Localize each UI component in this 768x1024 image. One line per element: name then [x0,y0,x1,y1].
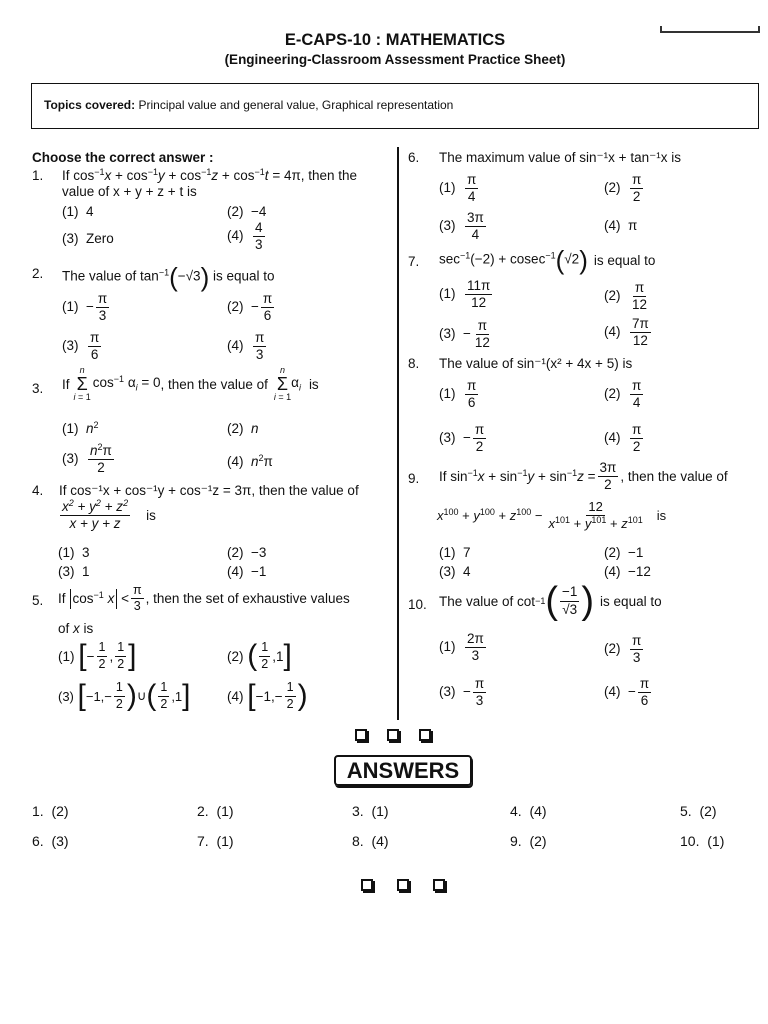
question-8: 8. [408,356,420,371]
q8-option-2[interactable]: (2) $\frac{\pi}{4}$ [604,378,642,411]
q7-option-3[interactable]: (3) − $\frac{\pi}{12}$ [439,318,490,351]
q6-option-1[interactable]: (1) $\frac{\pi}{4}$ [439,172,477,205]
q2-option-1[interactable]: (1) − $\frac{\pi}{3}$ [62,291,108,324]
question-number: 1. [32,168,44,183]
question-1-stem-line2: value of x + y + z + t is [62,184,197,199]
answer-2: 2. (1) [197,803,234,819]
q4-option-1[interactable]: (1) 3 [58,545,90,560]
divider-square-icon [355,729,367,741]
q7-option-2[interactable]: (2) $\frac{\pi}{12}$ [604,280,648,313]
q1-option-3[interactable]: (3) Zero [62,231,114,246]
q10-option-4[interactable]: (4) − $\frac{\pi}{6}$ [604,676,650,709]
column-divider [397,147,399,720]
q3-option-4[interactable]: (4) $n^2\pi$ [227,453,273,469]
q8-option-1[interactable]: (1) $\frac{\pi}{6}$ [439,378,477,411]
q5-option-2[interactable]: (2) ( $\frac{1}{2}$ ,1 ] [227,639,292,672]
q4-option-3[interactable]: (3) 1 [58,564,90,579]
question-10: 10. [408,597,427,612]
answer-3: 3. (1) [352,803,389,819]
question-10-stem: The value of cot −1 ( $\frac{-1}{√3}$ ) is equal to [439,580,662,622]
divider-square-icon [387,729,399,741]
question-7: 7. [408,254,420,269]
question-2: 2. [32,266,44,281]
answer-10: 10. (1) [680,833,725,849]
topics-label: Topics covered: [44,98,136,112]
q4-option-2[interactable]: (2) −3 [227,545,267,560]
question-5-stem: If $\cos^{-1} x$ < $\frac{\pi}{3}$ , then the set of exhaustive values [58,583,350,614]
question-9-stem: If $\sin^{-1}x + \sin^{-1}y + \sin^{-1}z$ = $\frac{3\pi}{2}$ , then the value of [439,460,728,493]
q10-option-1[interactable]: (1) $\frac{2\pi}{3}$ [439,631,484,664]
q3-option-3[interactable]: (3) $\frac{n^2\pi}{2}$ [62,442,112,476]
page-subtitle: (Engineering-Classroom Assessment Practice Sheet) [224,52,566,67]
q5-option-3[interactable]: (3) [ −1,− $\frac{1}{2}$ ) ∪ ( $\frac{1}{2}$ ,1 ] [58,679,191,712]
q8-option-4[interactable]: (4) $\frac{\pi}{2}$ [604,422,642,455]
q6-option-3[interactable]: (3) $\frac{3\pi}{4}$ [439,210,484,243]
answer-7: 7. (1) [197,833,234,849]
question-9-expression: $x^{100} + y^{100} + z^{100}$ − $\frac{12}{x^{101} + y^{101} + z^{101}}$ is [437,499,667,531]
topics-text: Principal value and general value, Graphical representation [138,98,454,112]
q6-option-2[interactable]: (2) $\frac{\pi}{2}$ [604,172,642,205]
divider-square-icon [397,879,409,891]
q5-option-1[interactable]: (1) [ − $\frac{1}{2}$ , $\frac{1}{2}$ ] [58,639,137,672]
question-3-stem: If n Σ i = 1 $\cos^{-1} \alpha_i = 0$ , then the value of n Σ i = 1 $\alpha_i$ is [62,365,319,402]
question-4-stem: If cos⁻¹x + cos⁻¹y + cos⁻¹z = 3π, then the value of [59,483,359,498]
topics-box [31,83,759,129]
q1-option-4[interactable]: (4) $\frac{4}{3}$ [227,220,263,253]
question-4: 4. [32,483,44,498]
question-1-stem: If $\cos^{-1}x + \cos^{-1}y + \cos^{-1}z + \cos^{-1}t = 4\pi$, then the [62,167,358,183]
divider-square-icon [433,879,445,891]
question-5: 5. [32,593,44,608]
instructions: Choose the correct answer : [32,150,214,165]
divider-square-icon [419,729,431,741]
question-6: 6. [408,150,420,165]
q3-option-2[interactable]: (2) n [227,421,259,436]
q8-option-3[interactable]: (3) − $\frac{\pi}{2}$ [439,422,485,455]
question-3: 3. [32,381,44,396]
q7-option-1[interactable]: (1) $\frac{11\pi}{12}$ [439,278,491,311]
q7-option-4[interactable]: (4) $\frac{7\pi}{12}$ [604,316,649,349]
q9-option-2[interactable]: (2) −1 [604,545,644,560]
answer-6: 6. (3) [32,833,69,849]
q2-option-3[interactable]: (3) $\frac{\pi}{6}$ [62,330,100,363]
divider-square-icon [361,879,373,891]
q5-option-4[interactable]: (4) [ −1,− $\frac{1}{2}$ ) [227,679,308,712]
q10-option-3[interactable]: (3) − $\frac{\pi}{3}$ [439,676,485,709]
answers-heading: ANSWERS [334,755,472,786]
q10-option-2[interactable]: (2) $\frac{\pi}{3}$ [604,633,642,666]
q2-option-2[interactable]: (2) − $\frac{\pi}{6}$ [227,291,273,324]
question-9: 9. [408,471,420,486]
question-5-stem-line2: of x is [58,621,94,636]
answer-9: 9. (2) [510,833,547,849]
answer-1: 1. (2) [32,803,69,819]
q1-option-1[interactable]: (1) 4 [62,204,94,219]
page-title: E-CAPS-10 : MATHEMATICS [284,31,506,49]
question-4-expression: $\frac{x^2 + y^2 + z^2}{x + y + z}$ is [62,498,156,532]
question-7-stem: $\sec^{-1}(-2) + cosec^{-1}(√2)$ is equal to [439,245,656,275]
q9-option-4[interactable]: (4) −12 [604,564,651,579]
q9-option-3[interactable]: (3) 4 [439,564,471,579]
q2-option-4[interactable]: (4) $\frac{\pi}{3}$ [227,330,265,363]
answer-5: 5. (2) [680,803,717,819]
question-1 [32,168,58,183]
q9-option-1[interactable]: (1) 7 [439,545,471,560]
question-2-stem: The value of $\tan^{-1}(-√3)$ is equal to [62,262,275,292]
answer-8: 8. (4) [352,833,389,849]
q4-option-4[interactable]: (4) −1 [227,564,267,579]
question-6-stem: The maximum value of sin⁻¹x + tan⁻¹x is [439,150,681,165]
q6-option-4[interactable]: (4) π [604,218,638,233]
question-8-stem: The value of sin⁻¹(x² + 4x + 5) is [439,356,633,371]
q1-option-2[interactable]: (2) −4 [227,204,267,219]
q3-option-1[interactable]: (1) $n^2$ [62,420,99,436]
answer-4: 4. (4) [510,803,547,819]
